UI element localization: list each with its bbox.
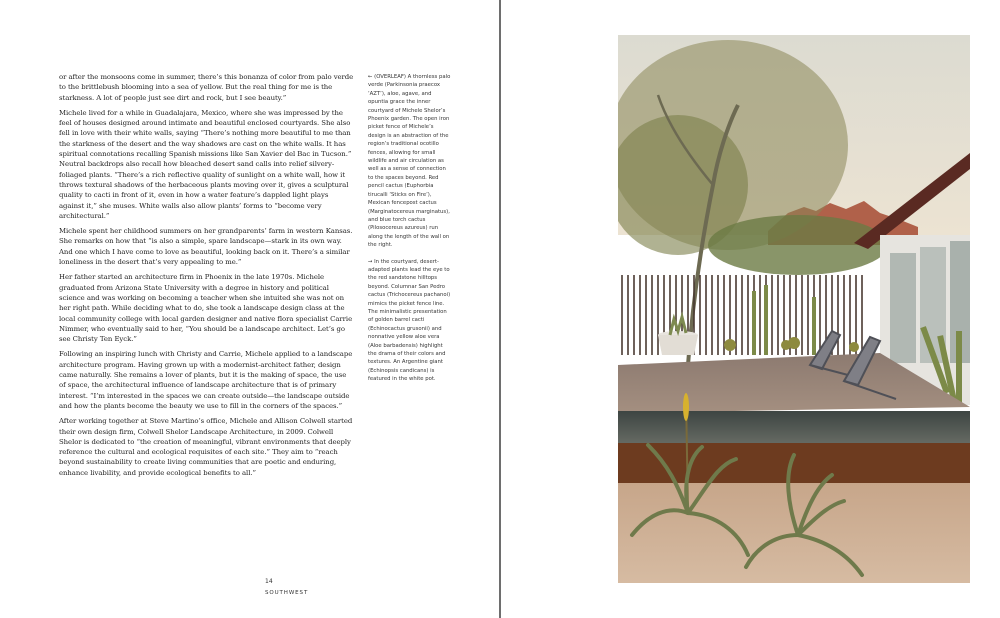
caption-column [368,73,452,392]
paragraph-3: Michele spent her childhood summers on her grandparents’ farm in western Kansas. She remarks on how that “is also a simple, spare landscape—stark in its own way. And one which I have come to love as beautiful, looking back on it. There’s a similar loneliness in the desert that’s very appealing to me.” [59,227,353,267]
caption-overleaf: ← (OVERLEAF) A thornless palo verde (Parkinsonia praecox ‘AZT’), aloe, agave, and opuntia grace the inner courtyard of Michele Shelor’s Phoenix garden. The open iron picket fence of Michele’s design is an abstraction of the region’s traditional ocotillo fences, allowing for small wildlife and air circulation as well as a sense of connection to the spaces beyond. Red pencil cactus (Euphorbia tirucalli ‘Sticks on Fire’), Mexican fencepost cactus (Marginatocereus marginatus), and blue torch cactus (Pilosocereus azureus) run along the length of the wall on the right. [368,74,451,249]
reflecting-pool [618,411,970,447]
page-number: 14 [265,578,273,585]
paragraph-1: or after the monsoons come in summer, there’s this bonanza of color from palo verde to the brittlebush blooming into a sea of yellow. But the real thing for me is the starkness. A lot of people just see dirt and rock, but I see beauty.” [59,73,354,102]
foreground-gravel [618,483,970,583]
courtyard-photo [618,35,970,583]
body-text-column [59,72,354,483]
paragraph-2: Michele lived for a while in Guadalajara, Mexico, where she was impressed by the feel of houses designed around intimate and beautiful enclosed courtyards. She also fell in love with their white walls, saying “There’s nothing more beautiful to me than the starkness of the desert and the way shadows are cast on the white walls. It has spiritual connotations recalling Spanish missions like San Xavier del Bac in Tucson.” Neutral backdrops also recall how bleached desert sand calls into relief silvery-foliaged plants. “There’s a rich reflective quality of sunlight on a white wall, how it throws textural shadows of the herbaceous plants moving over it, gives a sculptural quality to cacti in front of it, even in how a water feature’s dappled light plays against it,” she muses. White walls also allow plants’ forms to “become very architectural.” [59,108,352,220]
paragraph-5: Following an inspiring lunch with Christy and Carrie, Michele applied to a landscape architecture program. Having grown up with a modernist-architect father, design came naturally. She remains a lover of plants, but it is the making of space, the use of space, the architectural influence of landscape architecture that is of primary interest. “I’m interested in the spaces we can create outside—the landscape outside and how the plants become the beauty we use to fill in the corners of the spaces.” [59,350,353,410]
left-page [0,0,499,618]
section-title: SOUTHWEST [265,590,309,596]
corten-steel-edge [618,443,970,487]
paragraph-4: Her father started an architecture firm in Phoenix in the late 1970s. Michele graduated from Arizona State University with a degree in history and political science and was working on becoming a teacher when she intuited she was not on her right path. While deciding what to do, she took a landscape design class at the local community college with local garden designer and native flora specialist Carrie Nimmer, who eventually said to her, “You should be a landscape architect. Let’s go see Christy Ten Eyck.” [59,273,353,344]
paragraph-6: After working together at Steve Martino’s office, Michele and Allison Colwell started their own design firm, Colwell Shelor Landscape Architecture, in 2009. Colwell Shelor is dedicated to “the creation of meaningful, vibrant environments that deeply reference the cultural and ecological requisites of each site.” They aim to “reach beyond sustainability to create living communities that are poetic and enduring, enhance livability, and provide ecological benefits to all.” [59,417,353,477]
caption-courtyard: → In the courtyard, desert-adapted plants lead the eye to the red sandstone hilltops beyond. Columnar San Pedro cactus (Trichocereus pachanoi) mimics the picket fence line. The minimalistic presentation of golden barrel cacti (Echinocactus grusonii) and nonnative yellow aloe vera (Aloe barbadensis) highlight the drama of their colors and textures. An Argentine giant (Echinopsis candicans) is featured in the white pot. [368,258,451,383]
courtyard-photo-illustration [618,35,970,583]
